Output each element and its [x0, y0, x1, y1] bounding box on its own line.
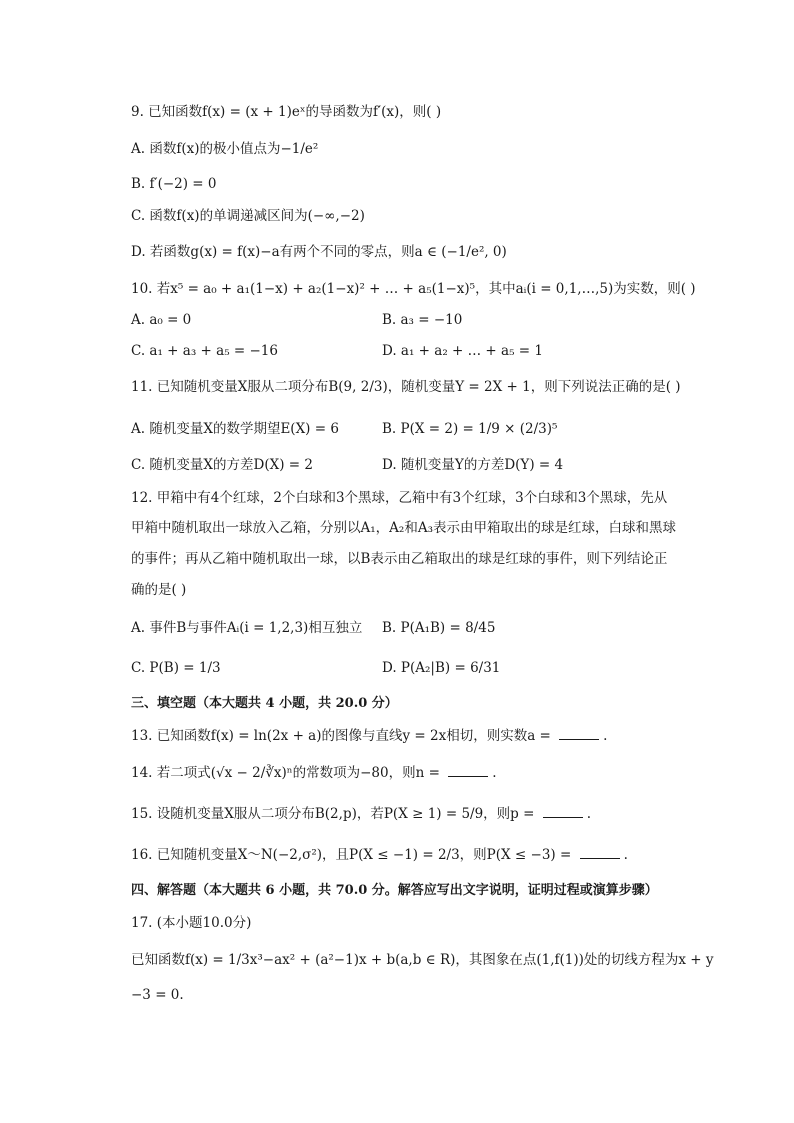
q11-option-a: A. 随机变量X的数学期望E(X) = 6 [131, 421, 339, 437]
q9-option-c: C. 函数f(x)的单调递减区间为(−∞,−2) [131, 208, 365, 224]
q10-option-d: D. a₁ + a₂ + … + a₅ = 1 [382, 343, 543, 359]
q13 [131, 725, 607, 747]
q12-option-a: A. 事件B与事件Aᵢ(i = 1,2,3)相互独立 [131, 620, 363, 636]
q11-stem: 11. 已知随机变量X服从二项分布B(9, 2/3)，随机变量Y = 2X + 1，则下列说法正确的是( ) [131, 379, 681, 395]
section-fill-in-heading: 三、填空题（本大题共 4 小题，共 20.0 分） [131, 696, 398, 711]
q15 [131, 803, 591, 825]
q13-end: . [603, 728, 608, 744]
q10-stem: 10. 若x⁵ = a₀ + a₁(1−x) + a₂(1−x)² + … + a₅(1−x)⁵，其中aᵢ(i = 0,1,…,5)为实数，则( ) [131, 281, 696, 297]
q15-end: . [586, 806, 592, 822]
q16-text: 16. 已知随机变量X～N(−2,σ²)，且P(X ≤ −1) = 2/3，则P(X ≤ −3) = [131, 847, 576, 863]
q14-end: . [492, 765, 497, 781]
q10-option-c: C. a₁ + a₃ + a₅ = −16 [131, 343, 278, 359]
q10-option-a: A. a₀ = 0 [131, 312, 192, 328]
q12-stem-line-3: 的事件；再从乙箱中随机取出一球，以B表示由乙箱取出的球是红球的事件，则下列结论正 [131, 551, 668, 567]
q13-text: 13. 已知函数f(x) = ln(2x + a)的图像与直线y = 2x相切，则实数a = [131, 728, 556, 744]
q10-option-b: B. a₃ = −10 [382, 312, 463, 328]
section-answer-heading: 四、解答题（本大题共 6 小题，共 70.0 分。解答应写出文字说明，证明过程或演算步骤） [131, 883, 658, 898]
q9-stem: 9. 已知函数f(x) = (x + 1)eˣ的导函数为f′(x)，则( ) [131, 104, 442, 120]
q11-option-b: B. P(X = 2) = 1/9 × (2/3)⁵ [382, 421, 558, 437]
q11-option-d: D. 随机变量Y的方差D(Y) = 4 [382, 457, 564, 473]
q9-option-d: D. 若函数g(x) = f(x)−a有两个不同的零点，则a ∈ (−1/e², 0) [131, 244, 507, 260]
q16-end: . [623, 847, 628, 863]
q12-option-c: C. P(B) = 1/3 [131, 660, 221, 676]
q16 [131, 844, 628, 866]
q12-stem-line-2: 甲箱中随机取出一球放入乙箱，分别以A₁，A₂和A₃表示由甲箱取出的球是红球，白球和黑球 [131, 520, 676, 536]
q17-header: 17. (本小题10.0分) [131, 915, 252, 931]
q14-answer-blank [448, 762, 488, 777]
q15-text: 15. 设随机变量X服从二项分布B(2,p)，若P(X ≥ 1) = 5/9，则p = [131, 806, 539, 822]
q17-line-1: 已知函数f(x) = 1/3x³−ax² + (a²−1)x + b(a,b ∈ R)，其图象在点(1,f(1))处的切线方程为x + y [131, 952, 714, 968]
q12-option-b: B. P(A₁B) = 8/45 [382, 620, 496, 636]
q12-stem-line-4: 确的是( ) [131, 582, 187, 598]
q15-answer-blank [543, 803, 583, 818]
q16-answer-blank [580, 844, 620, 859]
q9-option-b: B. f′(−2) = 0 [131, 176, 217, 192]
q12-option-d: D. P(A₂|B) = 6/31 [382, 660, 501, 676]
q12-stem-line-1: 12. 甲箱中有4个红球，2个白球和3个黑球，乙箱中有3个红球，3个白球和3个黑球，先从 [131, 490, 668, 506]
q14 [131, 762, 496, 784]
q11-option-c: C. 随机变量X的方差D(X) = 2 [131, 457, 313, 473]
q13-answer-blank [559, 725, 599, 740]
q9-option-a: A. 函数f(x)的极小值点为−1/e² [131, 141, 319, 157]
q17-line-2: −3 = 0. [131, 987, 184, 1003]
q14-text: 14. 若二项式(√x − 2/∛x)ⁿ的常数项为−80，则n = [131, 765, 445, 781]
